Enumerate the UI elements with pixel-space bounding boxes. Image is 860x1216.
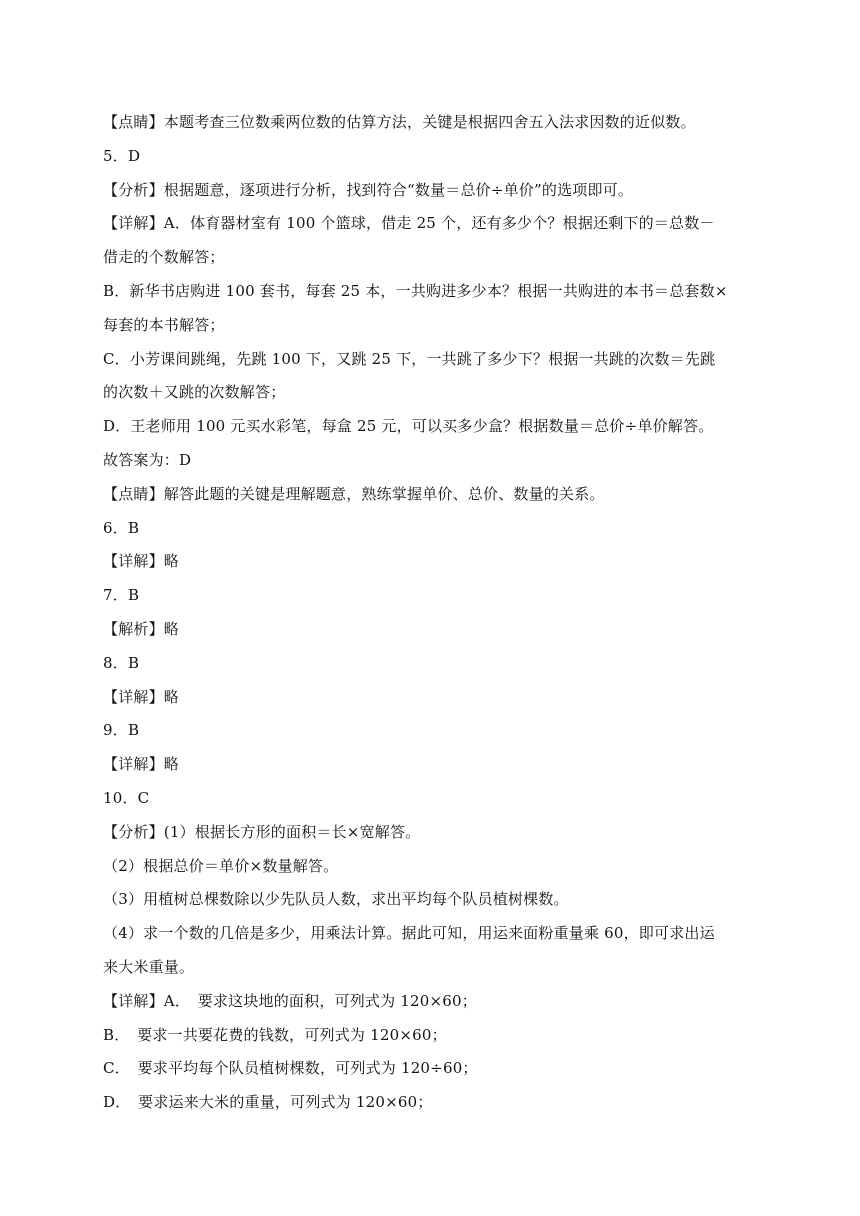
answer-line: 8．B [103, 653, 140, 672]
text-line: C．小芳课间跳绳，先跳 100 下，又跳 25 下，一共跳了多少下？根据一共跳的次数＝先跳 [103, 349, 716, 368]
text-line: （3）用植树总棵数除以少先队员人数，求出平均每个队员植树棵数。 [103, 890, 569, 909]
text-line: 【详解】略 [103, 755, 180, 774]
text-line: B．新华书店购进 100 套书，每套 25 本，一共购进多少本？根据一共购进的本书＝总套数× [103, 281, 728, 300]
answer-line: 6．B [103, 518, 140, 537]
text-line: （4）求一个数的几倍是多少，用乘法计算。据此可知，用运来面粉重量乘 60，即可求出运 [103, 924, 715, 943]
text-line: 故答案为：D [103, 450, 192, 469]
text-line: 【分析】(1）根据长方形的面积＝长×宽解答。 [103, 822, 421, 841]
text-line: D．王老师用 100 元买水彩笔，每盒 25 元，可以买多少盒？根据数量＝总价÷单价解答。 [103, 417, 714, 436]
text-line: 【点睛】解答此题的关键是理解题意，熟练掌握单价、总价、数量的关系。 [103, 484, 605, 503]
text-line: 的次数＋又跳的次数解答； [103, 383, 286, 402]
text-line: 【详解】略 [103, 552, 180, 571]
answer-line: 7．B [103, 586, 140, 605]
text-line: 【详解】A．体育器材室有 100 个篮球，借走 25 个，还有多少个？根据还剩下的＝总数－ [103, 214, 715, 233]
text-line: B． 要求一共要花费的钱数，可列式为 120×60； [103, 1025, 447, 1044]
text-line: 来大米重量。 [103, 957, 195, 976]
text-line: （2）根据总价＝单价×数量解答。 [103, 856, 339, 875]
text-line: 【解析】略 [103, 619, 180, 638]
text-line: D． 要求运来大米的重量，可列式为 120×60； [103, 1093, 433, 1112]
text-line: 【分析】根据题意，逐项进行分析，找到符合“数量＝总价÷单价”的选项即可。 [103, 180, 634, 199]
answer-line: 9．B [103, 721, 140, 740]
text-line: 每套的本书解答； [103, 315, 225, 334]
answer-line: 10．C [103, 788, 150, 807]
text-line: 【详解】A． 要求这块地的面积，可列式为 120×60； [103, 991, 477, 1010]
text-line: 【详解】略 [103, 687, 180, 706]
text-line: 【点睛】本题考查三位数乘两位数的估算方法，关键是根据四舍五入法求因数的近似数。 [103, 113, 696, 131]
text-line: 借走的个数解答； [103, 248, 225, 267]
text-line: C． 要求平均每个队员植树棵数，可列式为 120÷60； [103, 1059, 478, 1078]
answer-line: 5．D [103, 146, 141, 165]
